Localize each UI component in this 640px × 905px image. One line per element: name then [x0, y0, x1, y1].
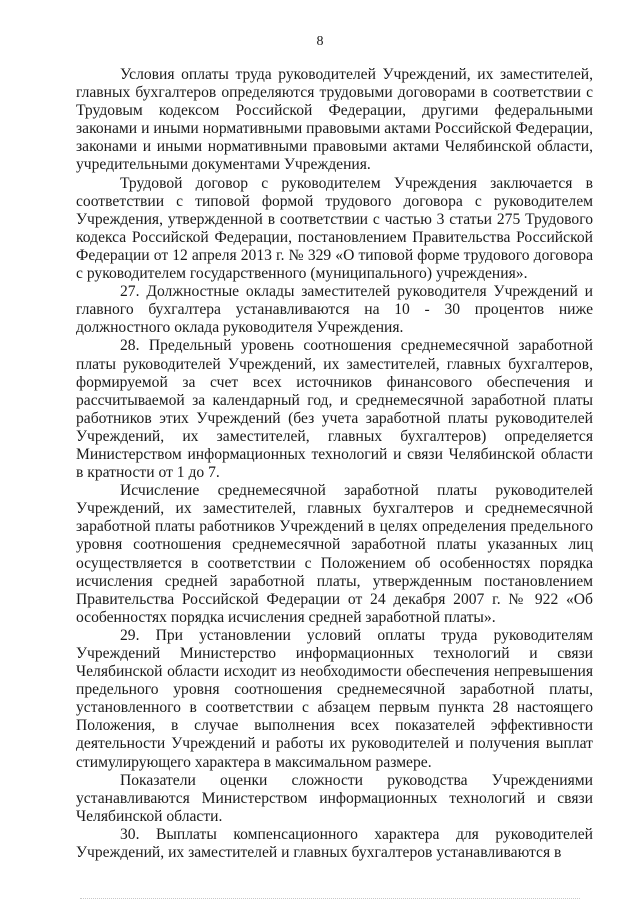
paragraph-complexity-indicators: Показатели оценки сложности руководства Учреждениями устанавливаются Министерством информационных технологий и связи Челябинской области. [76, 771, 593, 825]
scan-edge-line [80, 898, 580, 899]
paragraph-employment-contract: Трудовой договор с руководителем Учреждения заключается в соответствии с типовой формой трудового договора с руководителем Учреждения, утвержденной в соответствии с частью 3 статьи 275 Трудового кодекса Российской Федерации, постановлением Правительства Российской Федерации от 12 апреля 2013 г. № 329 «О типовой форме трудового договора с руководителем государственного (муниципального) учреждения». [76, 174, 593, 283]
paragraph-28-salary-ratio-limit: 28. Предельный уровень соотношения среднемесячной заработной платы руководителей Учреждений, их заместителей, главных бухгалтеров, формируемой за счет всех источников финансового обеспечения и рассчитываемой за календарный год, и среднемесячной заработной платы работников этих Учреждений (без учета заработной платы руководителей Учреждений, их заместителей, главных бухгалтеров) определяется Министерством информационных технологий и связи Челябинской области в кратности от 1 до 7. [76, 337, 593, 482]
paragraph-salary-conditions: Условия оплаты труда руководителей Учреждений, их заместителей, главных бухгалтеров определяются трудовыми договорами в соответствии с Трудовым кодексом Российской Федерации, другими федеральными законами и иными нормативными правовыми актами Российской Федерации, законами и иными нормативными правовыми актами Челябинской области, учредительными документами Учреждения. [76, 66, 593, 174]
page-number: 8 [316, 34, 324, 49]
paragraph-27-official-salaries: 27. Должностные оклады заместителей руководителя Учреждений и главного бухгалтера устанавливаются на 10 - 30 процентов ниже должностного оклада руководителя Учреждения. [76, 283, 593, 337]
paragraph-29-salary-conditions-setting: 29. При установлении условий оплаты труда руководителям Учреждений Министерство информационных технологий и связи Челябинской области исходит из необходимости обеспечения непревышения предельного уровня соотношения среднемесячной заработной платы, установленного в соответствии с абзацем первым пункта 28 настоящего Положения, в случае выполнения всех показателей эффективности деятельности Учреждений и работы их руководителей и получения выплат стимулирующего характера в максимальном размере. [76, 626, 593, 771]
paragraph-average-salary-calculation: Исчисление среднемесячной заработной платы руководителей Учреждений, их заместителей, главных бухгалтеров и среднемесячной заработной платы работников Учреждений в целях определения предельного уровня соотношения среднемесячной заработной платы указанных лиц осуществляется в соответствии с Положением об особенностях порядка исчисления средней заработной платы, утвержденным постановлением Правительства Российской Федерации от 24 декабря 2007 г. № 922 «Об особенностях порядка исчисления средней заработной платы». [76, 482, 593, 626]
document-body [76, 66, 593, 862]
paragraph-30-compensation-payments: 30. Выплаты компенсационного характера для руководителей Учреждений, их заместителей и главных бухгалтеров устанавливаются в [76, 825, 593, 862]
